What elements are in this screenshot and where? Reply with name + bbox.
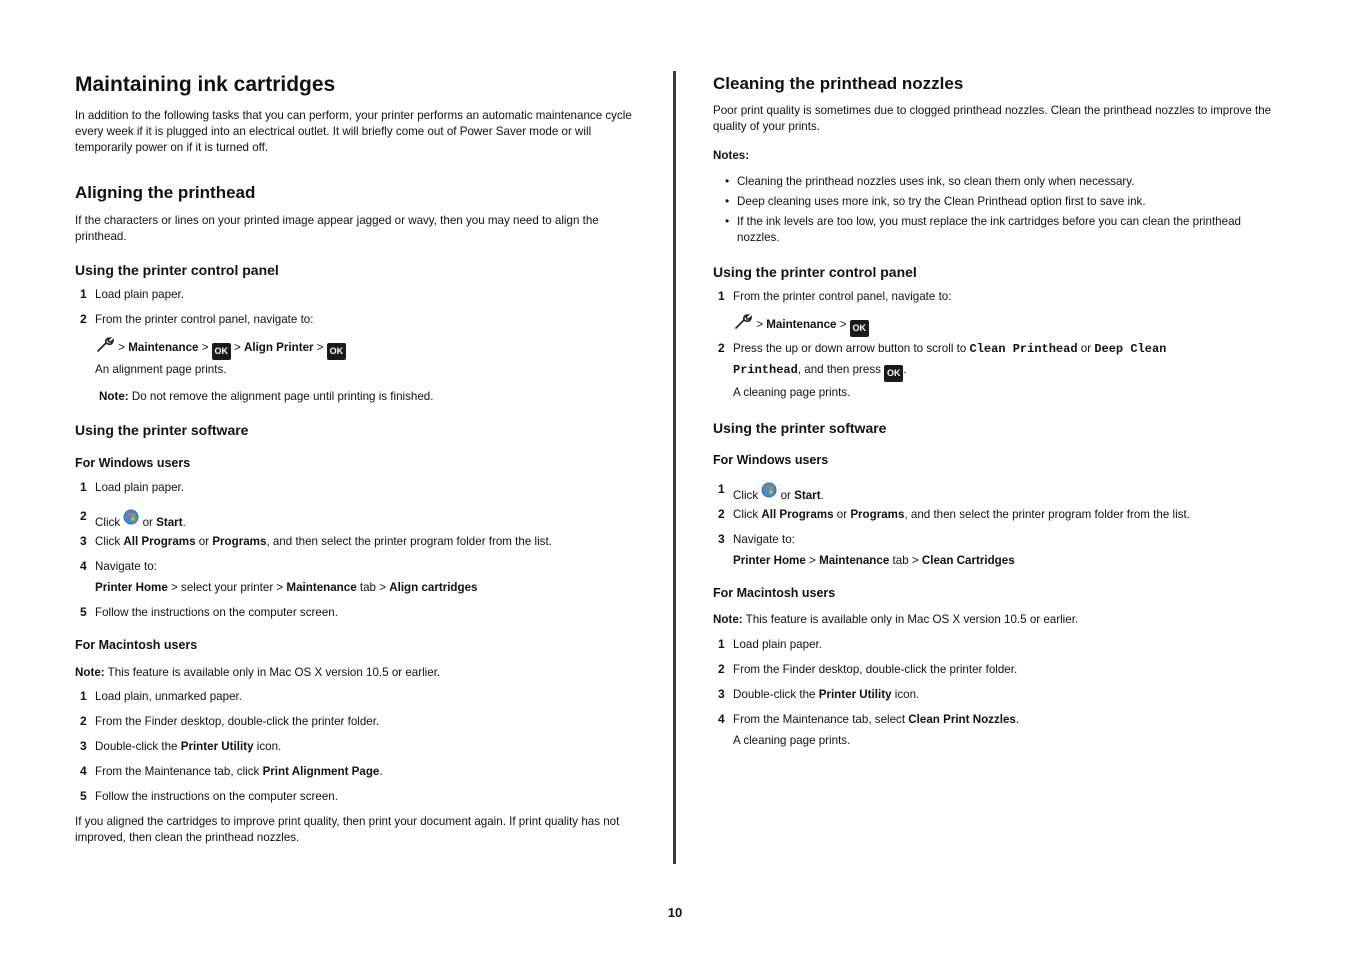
note: Note: This feature is available only in Mac OS X version 10.5 or earlier.	[75, 666, 441, 679]
subheading-software: Using the printer software	[713, 420, 887, 436]
subheading-windows: For Windows users	[713, 453, 829, 467]
ok-button-icon: OK	[850, 320, 869, 337]
subheading-software: Using the printer software	[75, 422, 249, 438]
subheading-macintosh: For Macintosh users	[713, 586, 836, 600]
note: Note: Do not remove the alignment page until printing is finished.	[99, 390, 434, 403]
column-divider	[673, 71, 676, 864]
page-number: 10	[667, 905, 683, 920]
ok-button-icon: OK	[327, 343, 346, 360]
step-result: A cleaning page prints.	[733, 386, 851, 399]
wrench-icon	[95, 336, 115, 354]
windows-start-icon	[761, 482, 777, 498]
ok-button-icon: OK	[212, 343, 231, 360]
step-result: A cleaning page prints.	[733, 734, 851, 747]
subheading-control-panel: Using the printer control panel	[713, 264, 917, 280]
navigation-path: Printer Home > Maintenance tab > Clean Cartridges	[733, 554, 1015, 567]
subheading-windows: For Windows users	[75, 456, 191, 470]
note: Note: This feature is available only in Mac OS X version 10.5 or earlier.	[713, 613, 1079, 626]
intro-paragraph: In addition to the following tasks that you can perform, your printer performs an automatic maintenance cycle every week if it is plugged into an electrical outlet. It will briefly come out of Power Saver mode or will temporarily power on if it is turned off.	[75, 109, 632, 154]
navigation-path: > Maintenance > OK > Align Printer > OK	[95, 336, 346, 360]
navigation-path: Printer Home > select your printer > Maintenance tab > Align cartridges	[95, 581, 478, 594]
subheading-macintosh: For Macintosh users	[75, 638, 198, 652]
section-heading-align: Aligning the printhead	[75, 183, 256, 202]
closing-paragraph: If you aligned the cartridges to improve print quality, then print your document again. If print quality has not improved, then clean the printhead nozzles.	[75, 815, 620, 844]
cleaning-intro: Poor print quality is sometimes due to clogged printhead nozzles. Clean the printhead nozzles to improve the quality of your prints.	[713, 104, 1272, 133]
notes-label: Notes:	[713, 149, 750, 162]
wrench-icon	[733, 313, 753, 331]
step-result: An alignment page prints.	[95, 363, 227, 376]
align-intro: If the characters or lines on your printed image appear jagged or wavy, then you may need to align the printhead.	[75, 214, 599, 243]
section-heading-cleaning: Cleaning the printhead nozzles	[713, 74, 964, 93]
windows-start-icon	[123, 509, 139, 525]
navigation-path: > Maintenance > OK	[733, 313, 869, 337]
subheading-control-panel: Using the printer control panel	[75, 262, 279, 278]
ok-button-icon: OK	[884, 365, 903, 382]
page-title: Maintaining ink cartridges	[75, 73, 336, 96]
